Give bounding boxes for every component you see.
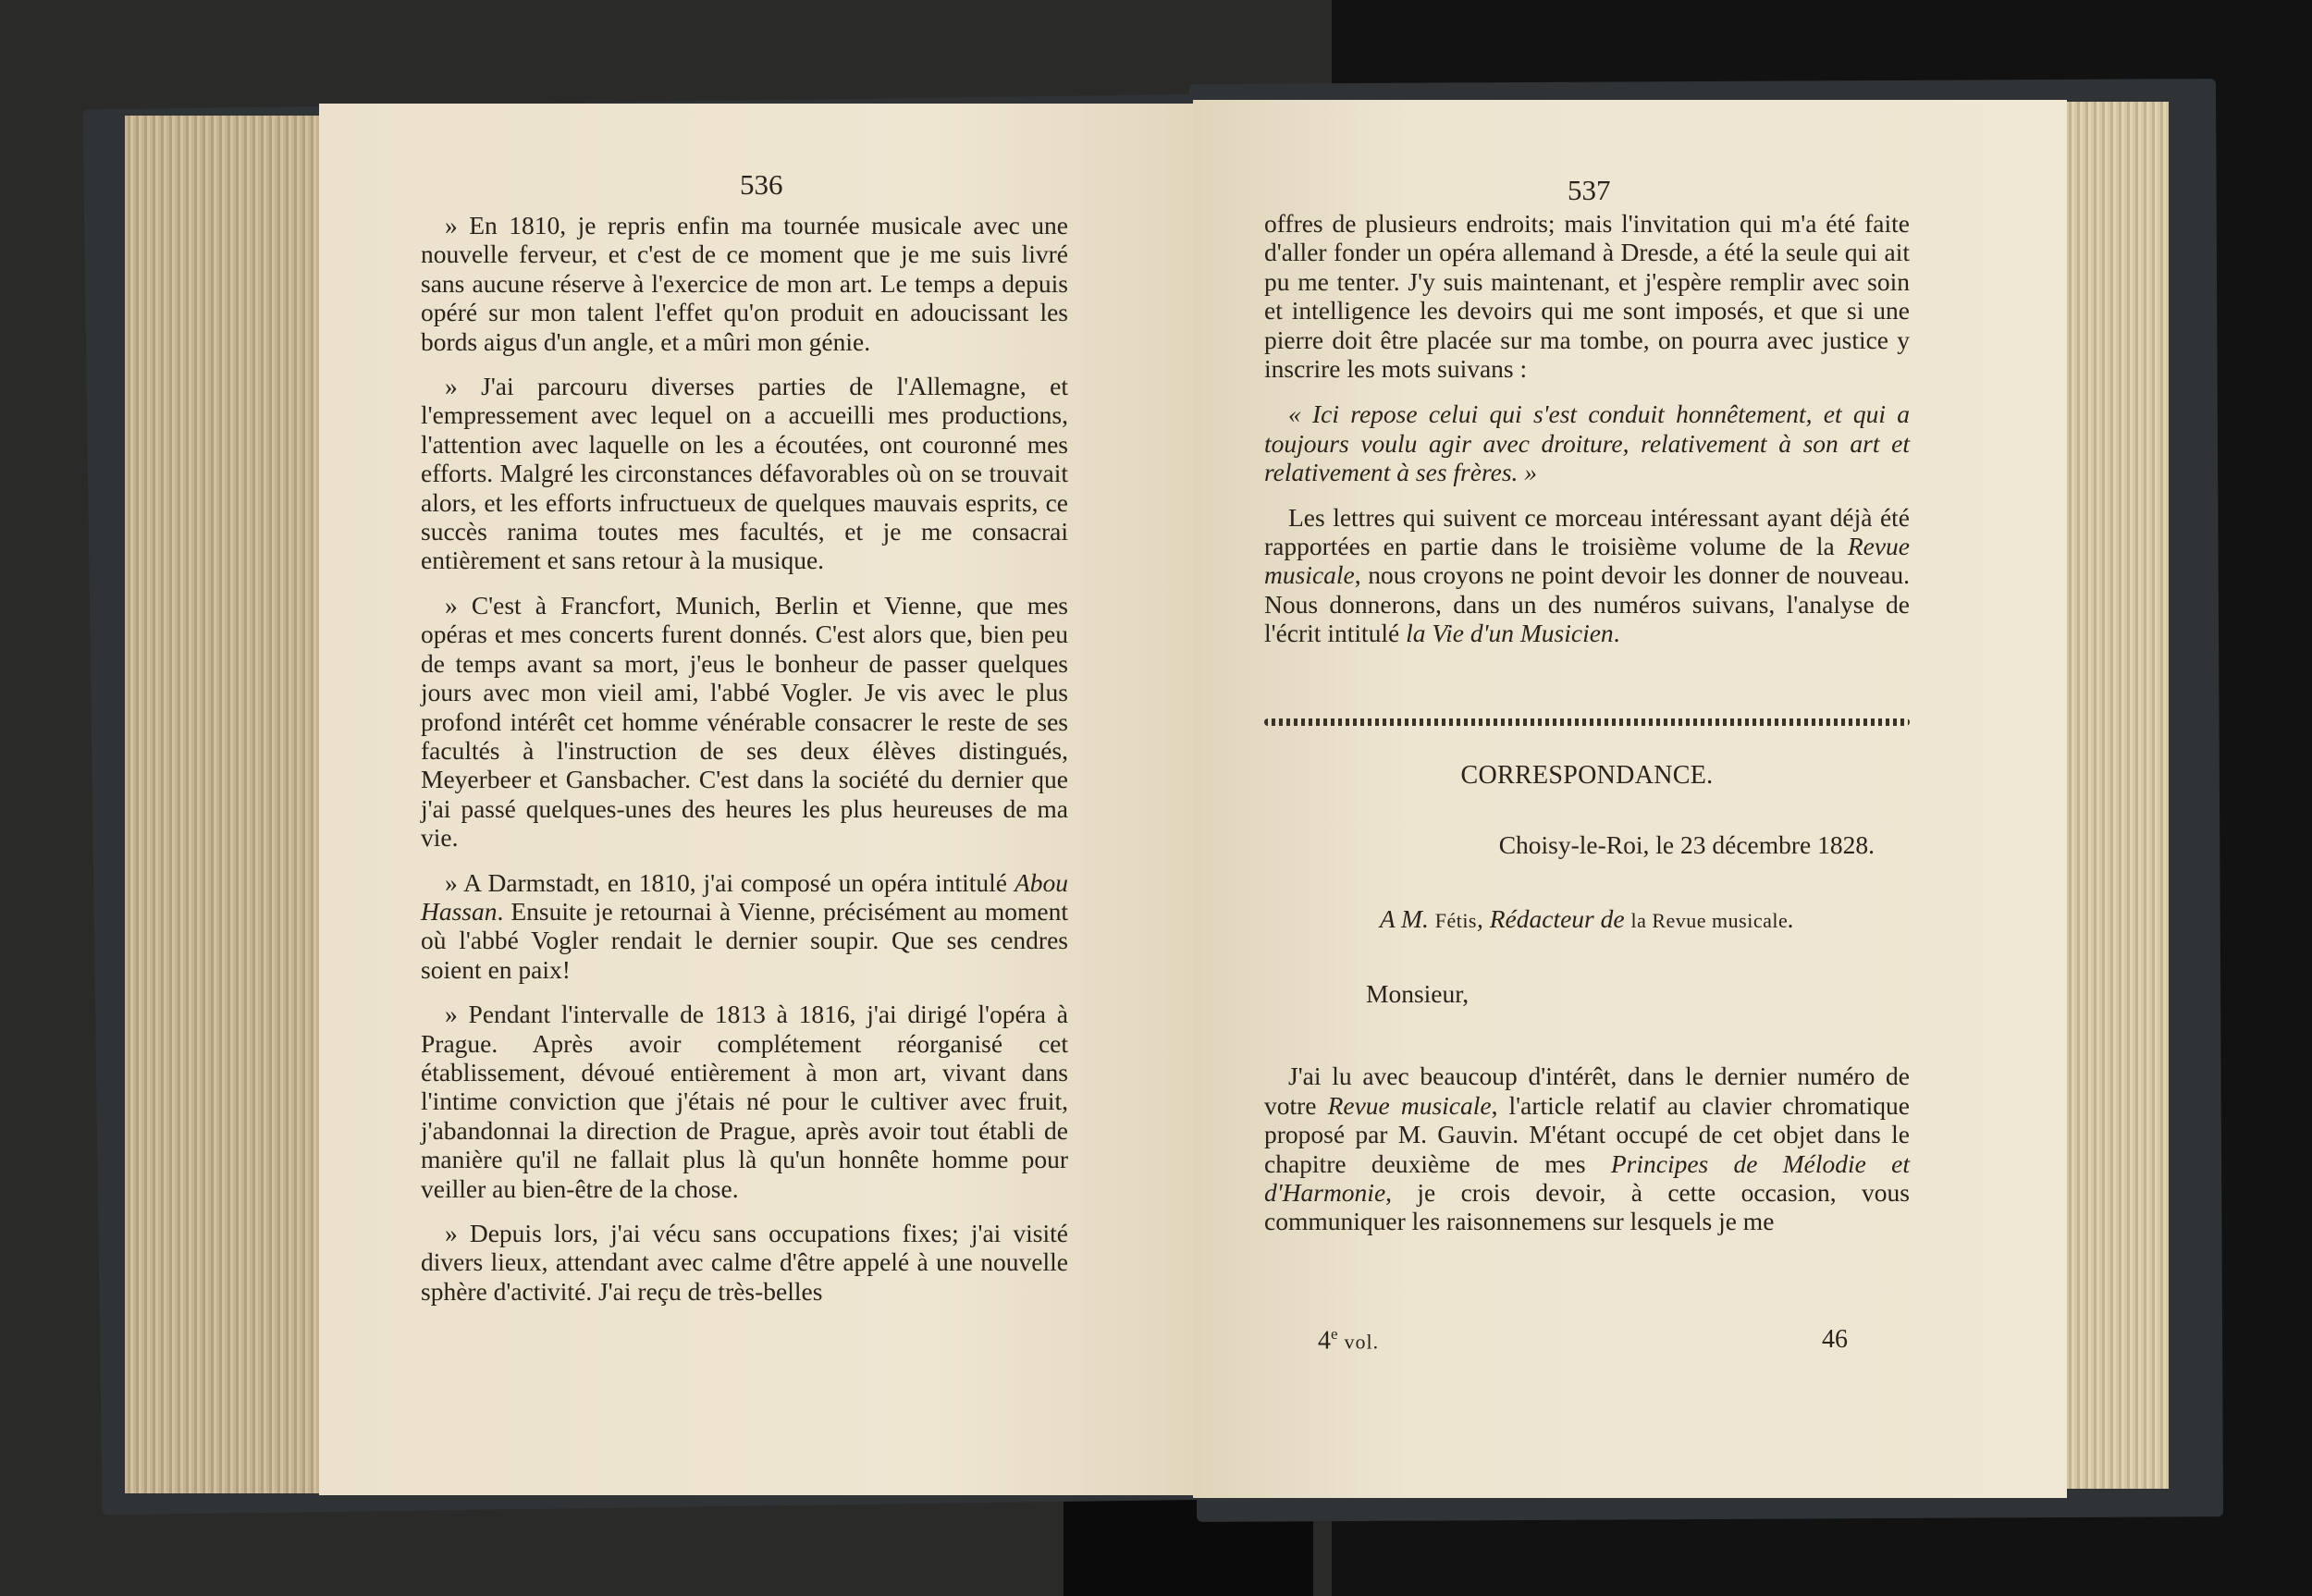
- gathering-signature: 46: [1822, 1325, 1848, 1354]
- section-heading: CORRESPONDANCE.: [1460, 760, 1714, 790]
- section-divider: [1264, 718, 1910, 726]
- paragraph: Les lettres qui suivent ce morceau intéressant ayant déjà été rapportées en partie dans le troisième volume de la Revue musicale, nous croyons ne point devoir les donner de nouveau. Nous donnerons, dans un des numéros suivans, l'analyse de l'écrit intitulé la Vie d'un Musicien.: [1264, 502, 1910, 648]
- letter-addressee: A M. Fétis, Rédacteur de la Revue musicale.: [1379, 903, 1795, 933]
- right-page-text: [1264, 209, 1910, 1236]
- page-edges-left: [125, 116, 324, 1493]
- addressee-name: Fétis: [1434, 908, 1477, 932]
- paragraph: » C'est à Francfort, Munich, Berlin et Vienne, que mes opéras et mes concerts furent donnés. C'est alors que, bien peu de temps avant sa mort, j'eus le bonheur de passer quelques jours avec mon vieil ami, l'abbé Vogler. Je vis avec le plus profond intérêt cet homme vénérable consacrer le reste de ses facultés à l'instruction de ses deux élèves distingués, Meyerbeer et Gansbacher. C'est dans la société du dernier que j'ai passé quelques-unes des heures les plus heureuses de ma vie.: [421, 590, 1068, 853]
- paragraph: » Depuis lors, j'ai vécu sans occupations fixes; j'ai visité divers lieux, attendant avec calme d'être appelé à une nouvelle sphère d'activité. J'ai reçu de très-belles: [421, 1219, 1068, 1306]
- letter-paragraph: J'ai lu avec beaucoup d'intérêt, dans le dernier numéro de votre Revue musicale, l'article relatif au clavier chromatique proposé par M. Gauvin. M'étant occupé de cet objet dans le chapitre deuxième de mes Principes de Mélodie et d'Harmonie, je crois devoir, à cette occasion, vous communiquer les raisonnemens sur lesquels je me: [1264, 1062, 1910, 1236]
- page-number: 537: [1568, 174, 1611, 206]
- journal-title: Revue musicale: [1264, 532, 1910, 590]
- paragraph: » J'ai parcouru diverses parties de l'Allemagne, et l'empressement avec lequel on a accueilli mes productions, l'attention avec laquelle on les a écoutées, ont couronné mes efforts. Malgré les circonstances défavorables où on se trouvait alors, et les efforts infructueux de quelques mauvais esprits, ce succès ranima toutes mes facultés, et je me consacrai entièrement et sans retour à la musique.: [421, 372, 1068, 575]
- journal-title: Revue musicale: [1327, 1090, 1492, 1120]
- paragraph: » A Darmstadt, en 1810, j'ai composé un opéra intitulé Abou Hassan. Ensuite je retournai à Vienne, précisément au moment où l'abbé Vogler rendait le dernier soupir. Que ses cendres soient en paix!: [421, 867, 1068, 984]
- volume-signature: 4e vol.: [1318, 1325, 1380, 1356]
- page-number: 536: [740, 168, 783, 201]
- page-edges-right: [2058, 102, 2169, 1489]
- work-title: la Vie d'un Musicien: [1406, 619, 1614, 648]
- work-title: Principes de Mélodie et d'Harmonie: [1264, 1148, 1910, 1207]
- work-title: Abou Hassan: [421, 867, 1068, 926]
- left-page-text: [421, 211, 1068, 1306]
- right-page: [1193, 100, 2067, 1498]
- journal-title: la Revue musicale: [1630, 908, 1789, 932]
- paragraph: offres de plusieurs endroits; mais l'invitation qui m'a été faite d'aller fonder un opéra allemand à Dresde, a été la seule qui ait pu me tenter. J'y suis maintenant, et j'espère remplir avec soin et intelligence les devoirs qui me sont imposés, et que si une pierre doit être placée sur ma tombe, on pourra avec justice y inscrire les mots suivans :: [1264, 209, 1910, 384]
- letter-dateline: Choisy-le-Roi, le 23 décembre 1828.: [1498, 830, 1875, 860]
- paragraph: » En 1810, je repris enfin ma tournée musicale avec une nouvelle ferveur, et c'est de ce moment que je me suis livré sans aucune réserve à l'exercice de mon art. Le temps a depuis opéré sur mon talent l'effet qu'on produit en adoucissant les bords aigus d'un angle, et a mûri mon génie.: [421, 211, 1068, 356]
- letter-salutation: Monsieur,: [1366, 978, 1470, 1008]
- paragraph: » Pendant l'intervalle de 1813 à 1816, j'ai dirigé l'opéra à Prague. Après avoir complétement réorganisé cet établissement, dévoué entièrement à mon art, vivant dans l'intime conviction que j'étais né pour le cultiver avec fruit, j'abandonnai la direction de Prague, après avoir tout établi de manière qu'il ne fallait plus là qu'un honnête homme pour veiller au bien-être de la chose.: [421, 1000, 1068, 1203]
- left-page: [319, 104, 1193, 1495]
- quotation: « Ici repose celui qui s'est conduit honnêtement, et qui a toujours voulu agir avec droiture, relativement à son art et relativement à ses frères. »: [1264, 399, 1910, 487]
